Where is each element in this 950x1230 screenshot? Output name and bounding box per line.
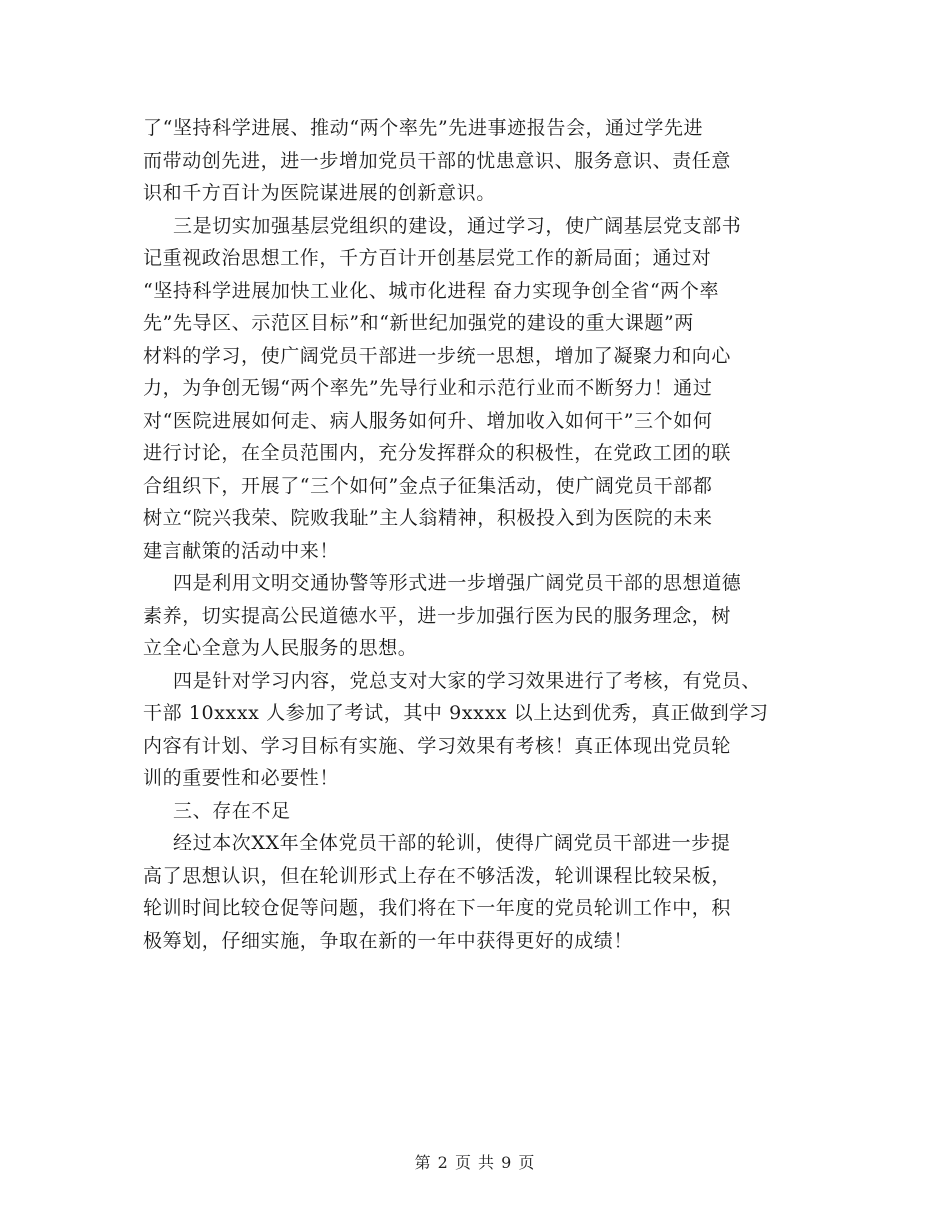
text-line: 力，为争创无锡“两个率先”先导行业和示范行业而不断努力！通过: [143, 377, 713, 399]
text-line: 内容有计划、学习目标有实施、学习效果有考核！真正体现出党员轮: [143, 734, 732, 757]
text-line: 材料的学习，使广阔党员干部进一步统一思想，增加了凝聚力和向心: [143, 344, 732, 367]
paragraph-start-line: 经过本次XX年全体党员干部的轮训，使得广阔党员干部进一步提: [173, 832, 731, 854]
text-line: 进行讨论，在全员范围内，充分发挥群众的积极性，在党政工团的联: [143, 442, 732, 464]
text-line: 先”先导区、示范区目标”和“新世纪加强党的建设的重大课题”两: [143, 312, 694, 334]
text-line: 立全心全意为人民服务的思想。: [143, 637, 418, 659]
text-line: 对“医院进展如何走、病人服务如何升、增加收入如何干”三个如何: [143, 409, 713, 432]
text-line: 极筹划，仔细实施，争取在新的一年中获得更好的成绩！: [143, 929, 634, 952]
text-line: 干部 10xxxx 人参加了考试，其中 9xxxx 以上达到优秀，真正做到学习: [143, 702, 769, 724]
text-line: 合组织下，开展了“三个如何”金点子征集活动，使广阔党员干部都: [143, 474, 713, 497]
page-number-footer: 第 2 页 共 9 页: [414, 1153, 536, 1172]
text-line: 记重视政治思想工作，千方百计开创基层党工作的新局面；通过对: [143, 247, 712, 269]
text-line: 了“坚持科学进展、推动“两个率先”先进事迹报告会，通过学先进: [143, 117, 704, 139]
paragraph-start-line: 三是切实加强基层党组织的建设，通过学习，使广阔基层党支部书: [173, 214, 742, 237]
text-line: 建言献策的活动中来！: [143, 539, 340, 562]
text-line: 识和千方百计为医院谋进展的创新意识。: [143, 182, 496, 204]
text-line: 素养，切实提高公民道德水平，进一步加强行医为民的服务理念，树: [143, 604, 732, 627]
text-line: 高了思想认识，但在轮训形式上存在不够活泼，轮训课程比较呆板，: [143, 864, 732, 887]
text-line: 树立“院兴我荣、院败我耻”主人翁精神，积极投入到为医院的未来: [143, 507, 713, 529]
paragraph-start-line: 四是针对学习内容，党总支对大家的学习效果进行了考核，有党员、: [173, 669, 762, 692]
section-heading: 三、存在不足: [173, 799, 291, 822]
text-line: 轮训时间比较仓促等问题，我们将在下一年度的党员轮训工作中，积: [143, 897, 732, 919]
text-line: “坚持科学进展加快工业化、城市化进程 奋力实现争创全省“两个率: [143, 279, 720, 302]
text-line: 训的重要性和必要性！: [143, 767, 340, 789]
text-line: 而带动创先进，进一步增加党员干部的忧患意识、服务意识、责任意: [143, 149, 732, 172]
body-text: [143, 112, 823, 957]
paragraph-start-line: 四是利用文明交通协警等形式进一步增强广阔党员干部的思想道德: [173, 572, 742, 594]
